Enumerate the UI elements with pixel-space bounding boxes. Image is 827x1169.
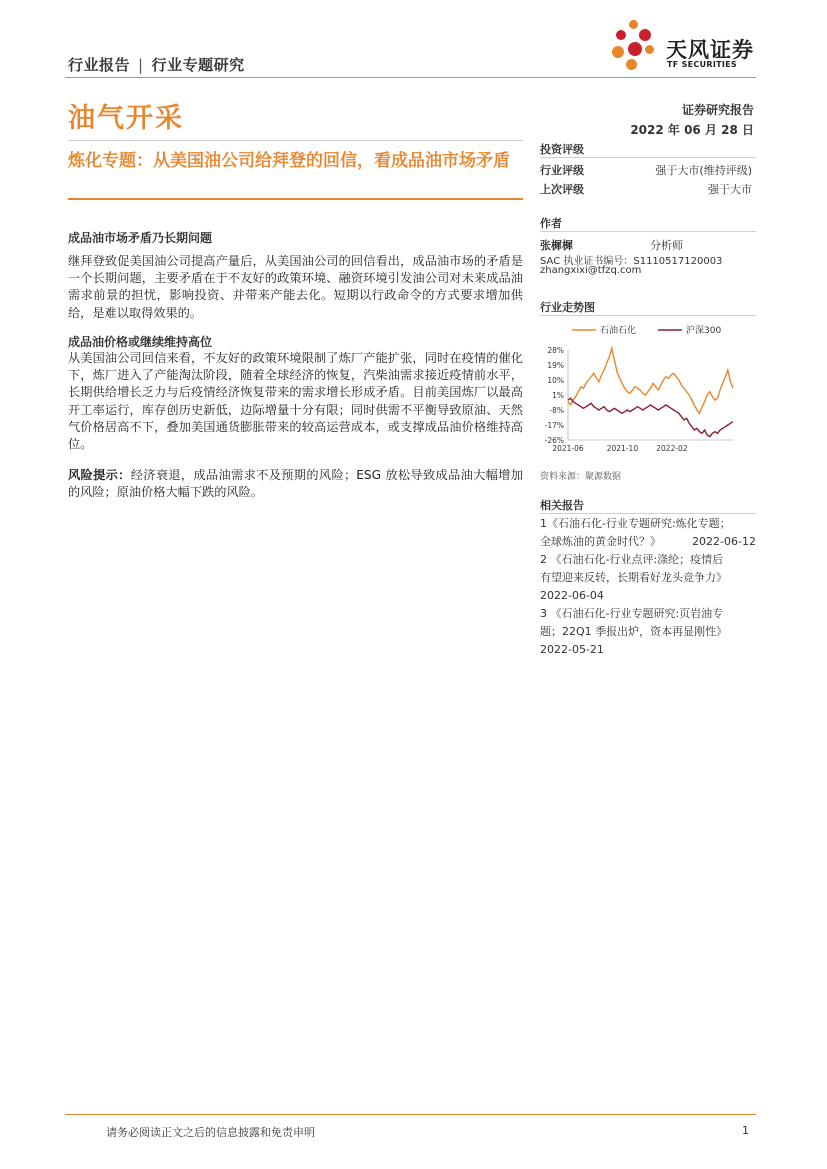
- report-type: 证券研究报告: [681, 103, 754, 117]
- author-sac: SAC 执业证书编号：S1110517120003: [540, 256, 723, 267]
- y-tick-label: 1%: [552, 391, 564, 400]
- x-tick-label: 2022-02: [656, 444, 688, 453]
- legend-label: 沪深300: [686, 326, 722, 336]
- breadcrumb-report-category: 行业专题研究: [151, 56, 245, 74]
- related-divider: [540, 513, 756, 514]
- footer-disclaimer: 请务必阅读正文之后的信息披露和免责申明: [106, 1126, 315, 1139]
- breadcrumb-report-type: 行业报告: [68, 56, 131, 74]
- section-text-2: 从美国油公司回信来看，不友好的政策环境限制了炼厂产能扩张，同时在疫情的催化下，炼厂进入了产能淘汰阶段，随着全球经济的恢复，汽柴油需求接近疫情前水平，长期供给增长乏力与后疫情经济恢复带来的需求增长形成矛盾。目前美国炼厂以最高开工率运行，库存创历史新低，边际增量十分有限；同时供需不平衡导致原油、天然气价格居高不下，叠加美国通货膨胀带来的较高运营成本，或支撑成品油价格维持高位。: [68, 351, 523, 452]
- rating-divider: [540, 157, 756, 158]
- header-divider: [65, 77, 756, 78]
- related-item[interactable]: 2 《石油石化-行业点评:涤纶；疫情后 有望迎来反转，长期看好龙头竞争力》 2022-06-04: [540, 553, 727, 602]
- x-tick-label: 2021-06: [552, 444, 584, 453]
- previous-rating-value: 强于大市: [708, 183, 752, 196]
- breadcrumb: [68, 54, 245, 75]
- previous-rating-label: 上次评级: [540, 183, 584, 196]
- risk-text: 经济衰退，成品油需求不及预期的风险；ESG 放松导致成品油大幅增加的风险；原油价格大幅下跌的风险。: [68, 468, 523, 500]
- related-heading: 相关报告: [540, 499, 584, 512]
- y-tick-label: -17%: [544, 421, 564, 430]
- author-name: 张樨樨: [540, 239, 573, 252]
- author-heading: 作者: [540, 217, 562, 230]
- related-item[interactable]: 3 《石油石化-行业专题研究:页岩油专 题；22Q1 季报出炉，资本再显刚性》 2022-05-21: [540, 607, 728, 656]
- logo-icon: [612, 20, 662, 72]
- y-tick-label: 28%: [547, 346, 564, 355]
- report-title: 炼化专题：从美国油公司给拜登的回信，看成品油市场矛盾: [68, 151, 510, 171]
- legend-label: 石油石化: [600, 326, 637, 336]
- author-divider: [540, 231, 756, 232]
- series-line: [568, 398, 733, 436]
- y-tick-label: 10%: [547, 376, 564, 385]
- title-divider: [68, 140, 523, 141]
- related-item[interactable]: 1《石油石化-行业专题研究:炼化专题； 全球炼油的黄金时代？》 2022-06-12: [540, 517, 756, 548]
- y-tick-label: -26%: [544, 436, 564, 445]
- author-email: zhangxixi@tfzq.com: [540, 265, 642, 276]
- title-underline: [68, 198, 523, 200]
- section-text-1: 继拜登致促美国油公司提高产量后，从美国油公司的回信看出，成品油市场的矛盾是一个长期问题，主要矛盾在于不友好的政策环境、融资环境引发油公司对未来成品油需求前景的担忧，影响投资、并带来产能去化。短期以行政命令的方式要求增加供给，是难以取得效果的。: [68, 254, 523, 320]
- industry-rating-label: 行业评级: [540, 164, 584, 177]
- sector-title: 油气开采: [68, 103, 184, 134]
- trend-heading: 行业走势图: [540, 301, 595, 314]
- page-number: 1: [742, 1124, 749, 1137]
- report-date: 2022 年 06 月 28 日: [630, 123, 754, 137]
- section-heading-2: 成品油价格或继续维持高位: [68, 335, 213, 349]
- logo-subtext: TF SECURITIES: [667, 60, 737, 69]
- logo-text: 天风证券: [666, 38, 754, 62]
- industry-trend-chart: [538, 318, 758, 458]
- breadcrumb-separator: |: [138, 56, 144, 74]
- risk-warning: [68, 467, 523, 501]
- series-line: [568, 348, 733, 413]
- related-list: [540, 515, 756, 659]
- y-tick-label: 19%: [547, 361, 564, 370]
- risk-label: 风险提示：: [68, 468, 131, 482]
- footer-divider: [65, 1114, 756, 1115]
- industry-rating-value: 强于大市(维持评级): [655, 164, 752, 177]
- author-role: 分析师: [650, 239, 683, 252]
- rating-heading: 投资评级: [540, 143, 584, 156]
- y-tick-label: -8%: [549, 406, 564, 415]
- section-heading-1: 成品油市场矛盾乃长期问题: [68, 231, 213, 245]
- trend-divider: [540, 315, 756, 316]
- chart-source: 资料来源：聚源数据: [540, 472, 622, 482]
- x-tick-label: 2021-10: [606, 444, 639, 453]
